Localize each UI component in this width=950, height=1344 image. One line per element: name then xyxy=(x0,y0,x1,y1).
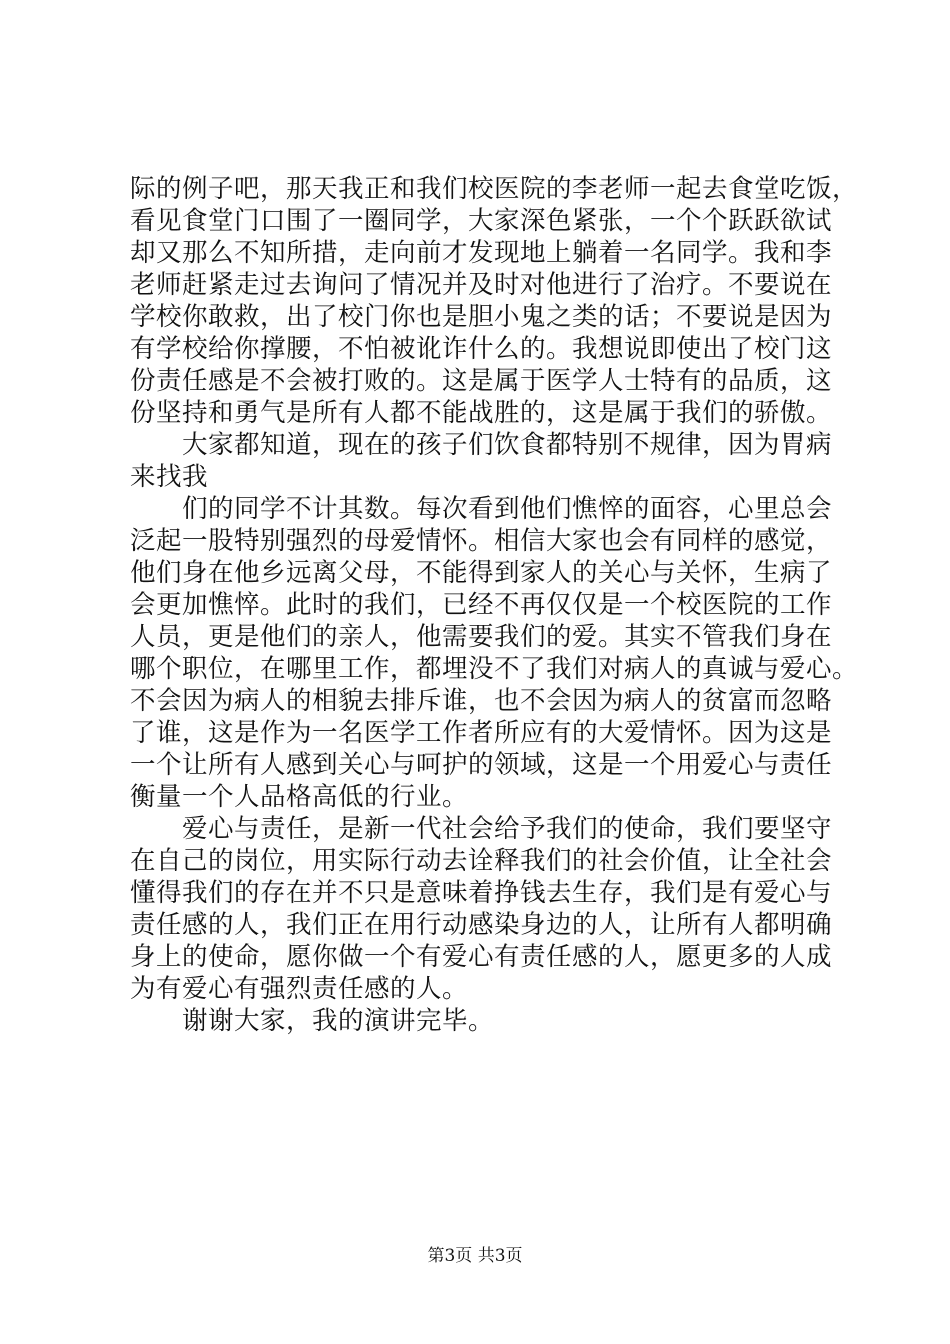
text-line: 为有爱心有强烈责任感的人。 xyxy=(130,974,469,1004)
text-line: 们的同学不计其数。每次看到他们憔悴的面容，心里总会 xyxy=(130,494,833,524)
text-line: 份责任感是不会被打败的。这是属于医学人士特有的品质，这 xyxy=(130,366,833,396)
text-line: 哪个职位，在哪里工作，都埋没不了我们对病人的真诚与爱心。 xyxy=(130,654,859,684)
text-line: 不会因为病人的相貌去排斥谁，也不会因为病人的贫富而忽略 xyxy=(130,686,833,716)
text-line: 有学校给你撑腰，不怕被讹诈什么的。我想说即使出了校门这 xyxy=(130,334,833,364)
text-line: 际的例子吧，那天我正和我们校医院的李老师一起去食堂吃饭， xyxy=(130,174,859,204)
page-number-footer: 第3页 共3页 xyxy=(427,1246,523,1266)
text-line: 来找我 xyxy=(130,462,209,492)
text-line: 看见食堂门口围了一圈同学，大家深色紧张，一个个跃跃欲试 xyxy=(130,206,833,236)
text-line: 份坚持和勇气是所有人都不能战胜的，这是属于我们的骄傲。 xyxy=(130,398,833,428)
text-line: 责任感的人，我们正在用行动感染身边的人，让所有人都明确 xyxy=(130,910,833,940)
text-line: 了谁，这是作为一名医学工作者所应有的大爱情怀。因为这是 xyxy=(130,718,833,748)
text-line: 爱心与责任，是新一代社会给予我们的使命，我们要坚守 xyxy=(130,814,833,844)
text-line: 一个让所有人感到关心与呵护的领域，这是一个用爱心与责任 xyxy=(130,750,833,780)
text-line: 身上的使命，愿你做一个有爱心有责任感的人，愿更多的人成 xyxy=(130,942,833,972)
text-line: 泛起一股特别强烈的母爱情怀。相信大家也会有同样的感觉， xyxy=(130,526,833,556)
text-line: 谢谢大家，我的演讲完毕。 xyxy=(130,1006,495,1036)
text-line: 他们身在他乡远离父母，不能得到家人的关心与关怀，生病了 xyxy=(130,558,833,588)
text-line: 会更加憔悴。此时的我们，已经不再仅仅是一个校医院的工作 xyxy=(130,590,833,620)
text-line: 却又那么不知所措，走向前才发现地上躺着一名同学。我和李 xyxy=(130,238,833,268)
text-line: 衡量一个人品格高低的行业。 xyxy=(130,782,469,812)
text-line: 学校你敢救，出了校门你也是胆小鬼之类的话；不要说是因为 xyxy=(130,302,833,332)
text-line: 人员，更是他们的亲人，他需要我们的爱。其实不管我们身在 xyxy=(130,622,833,652)
text-line: 老师赶紧走过去询问了情况并及时对他进行了治疗。不要说在 xyxy=(130,270,833,300)
text-line: 大家都知道，现在的孩子们饮食都特别不规律，因为胃病 xyxy=(130,430,833,460)
text-line: 懂得我们的存在并不只是意味着挣钱去生存，我们是有爱心与 xyxy=(130,878,833,908)
text-line: 在自己的岗位，用实际行动去诠释我们的社会价值，让全社会 xyxy=(130,846,833,876)
